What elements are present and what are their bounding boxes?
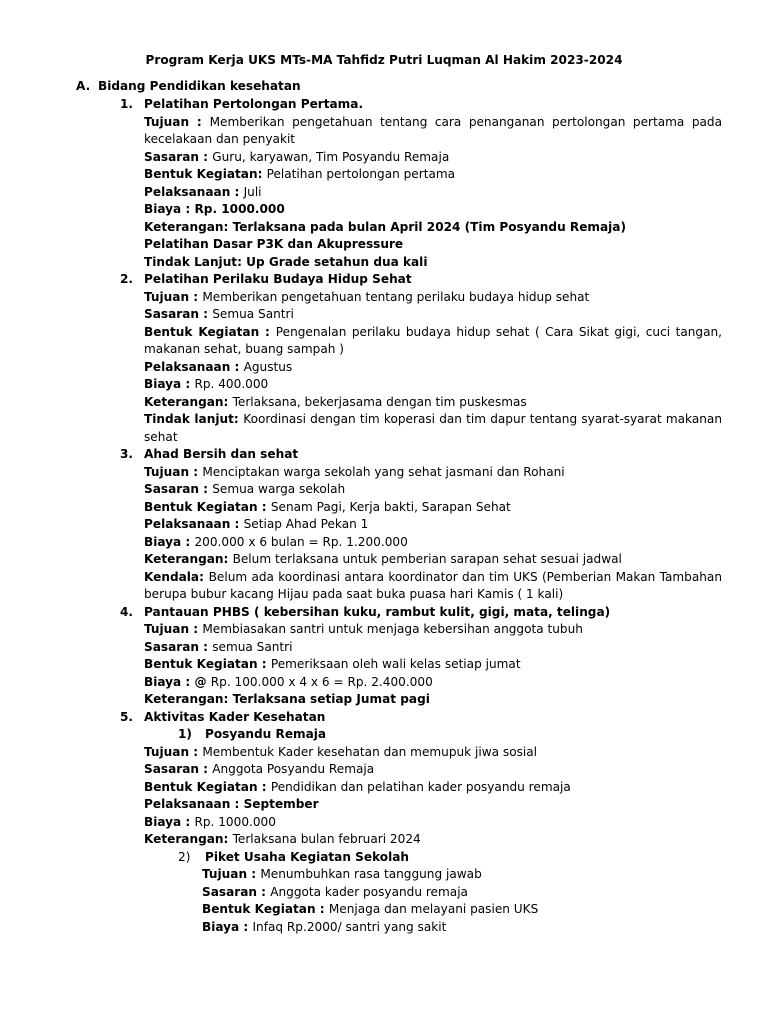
field-value: Pelatihan pertolongan pertama bbox=[266, 167, 456, 181]
field-value: Juli bbox=[243, 184, 262, 199]
field-value: Terlaksana pada bulan April 2024 (Tim Posyandu Remaja) bbox=[232, 219, 626, 234]
field-row bbox=[0, 691, 768, 709]
field-label: Biaya bbox=[144, 534, 182, 549]
field-value: Membiasakan santri untuk menjaga kebersihan anggota tubuh bbox=[202, 622, 583, 636]
field-separator: : bbox=[259, 324, 276, 339]
field-separator: : bbox=[181, 534, 195, 549]
document-title: Program Kerja UKS MTs-MA Tahfidz Putri Luqman Al Hakim 2023-2024 bbox=[145, 53, 623, 67]
field-row bbox=[0, 184, 768, 202]
field-value: Terlaksana bulan februari 2024 bbox=[232, 832, 421, 846]
field-label: Biaya bbox=[144, 202, 182, 216]
field-label: Sasaran bbox=[144, 482, 199, 496]
program-item-heading bbox=[0, 446, 768, 464]
field-value: Terlaksana, bekerjasama dengan tim puskesmas bbox=[232, 394, 527, 409]
field-label: Pelaksanaan bbox=[144, 517, 231, 531]
field-value: Setiap Ahad Pekan 1 bbox=[243, 517, 369, 531]
field-row bbox=[0, 674, 768, 692]
field-value: Membentuk Kader kesehatan dan memupuk jiwa sosial bbox=[202, 744, 538, 759]
field-value: Belum ada koordinasi antara koordinator dan tim UKS (Pemberian Makan Tambahan berupa bubur kacang Hijau pada saat buka puasa hari Kamis ( 1 kali) bbox=[144, 569, 722, 601]
field-label: Tujuan bbox=[202, 867, 248, 881]
field-separator: : bbox=[223, 832, 233, 846]
field-label: Biaya bbox=[202, 919, 240, 934]
program-item bbox=[0, 446, 768, 604]
sub-item-title: Posyandu Remaja bbox=[205, 727, 327, 741]
field-separator: : bbox=[189, 289, 203, 304]
sub-item-title: Piket Usaha Kegiatan Sekolah bbox=[205, 849, 410, 864]
field-value: Memberikan pengetahuan tentang cara penanganan pertolongan pertama pada kecelakaan dan penyakit bbox=[144, 114, 722, 146]
field-label: Biaya bbox=[144, 377, 182, 391]
item-number: 3. bbox=[120, 447, 134, 461]
field-value: semua Santri bbox=[212, 639, 293, 654]
field-label: Tujuan bbox=[144, 744, 190, 759]
field-label: Biaya bbox=[144, 674, 182, 689]
field-label: Tujuan bbox=[144, 622, 190, 636]
field-value: Agustus bbox=[243, 359, 293, 374]
program-item bbox=[0, 604, 768, 709]
sub-item-number: 2) bbox=[178, 849, 191, 864]
field-row bbox=[0, 464, 768, 482]
field-row bbox=[0, 411, 768, 446]
field-row bbox=[0, 376, 768, 394]
field-value: Belum terlaksana untuk pemberian sarapan sehat sesuai jadwal bbox=[232, 552, 622, 566]
field-value: Senam Pagi, Kerja bakti, Sarapan Sehat bbox=[270, 499, 511, 514]
item-title: Pantauan PHBS ( kebersihan kuku, rambut kulit, gigi, mata, telinga) bbox=[144, 604, 611, 619]
section-title: Bidang Pendidikan kesehatan bbox=[98, 79, 301, 93]
field-separator: : bbox=[189, 464, 203, 479]
field-row bbox=[0, 306, 768, 324]
field-separator: : bbox=[181, 814, 195, 829]
field-separator: : bbox=[198, 762, 213, 776]
field-separator: : bbox=[230, 359, 244, 374]
field-value: Anggota kader posyandu remaja bbox=[270, 884, 468, 899]
field-separator: : bbox=[181, 202, 195, 216]
field-label: Bentuk Kegiatan bbox=[144, 499, 258, 514]
field-value: Semua Santri bbox=[212, 307, 294, 321]
item-title: Ahad Bersih dan sehat bbox=[144, 447, 299, 461]
field-row bbox=[0, 761, 768, 779]
section-letter: A. bbox=[76, 79, 91, 93]
field-value: Anggota Posyandu Remaja bbox=[212, 762, 375, 776]
field-separator: : bbox=[257, 779, 271, 794]
field-value: Rp. 1000.000 bbox=[194, 202, 285, 216]
field-row bbox=[0, 569, 768, 604]
program-item-heading bbox=[0, 271, 768, 289]
field-separator: : bbox=[239, 919, 253, 934]
field-row bbox=[0, 831, 768, 849]
field-label: Keterangan bbox=[144, 832, 224, 846]
field-label: Tujuan bbox=[144, 464, 190, 479]
item-number: 2. bbox=[120, 272, 134, 286]
field-value: Pendidikan dan pelatihan kader posyandu remaja bbox=[270, 779, 571, 794]
field-label: Sasaran bbox=[144, 639, 199, 654]
field-value: September bbox=[243, 797, 319, 811]
field-value: Menciptakan warga sekolah yang sehat jasmani dan Rohani bbox=[202, 464, 565, 479]
field-value: Rp. 400.000 bbox=[194, 377, 269, 391]
field-row bbox=[0, 499, 768, 517]
field-separator: : bbox=[256, 884, 271, 899]
program-item bbox=[0, 271, 768, 446]
field-label: Keterangan bbox=[144, 219, 224, 234]
field-separator: : bbox=[230, 517, 244, 531]
item-title: Pelatihan Pertolongan Pertama. bbox=[144, 97, 364, 111]
field-row bbox=[0, 866, 768, 884]
field-separator: : bbox=[247, 867, 261, 881]
field-separator: : bbox=[198, 149, 213, 164]
field-value: Koordinasi dengan tim koperasi dan tim dapur tentang syarat-syarat makanan sehat bbox=[144, 412, 723, 444]
field-row bbox=[0, 656, 768, 674]
field-row bbox=[0, 201, 768, 219]
program-item-heading bbox=[0, 709, 768, 727]
field-value: Rp. 100.000 x 4 x 6 = Rp. 2.400.000 bbox=[210, 674, 433, 689]
field-row bbox=[0, 901, 768, 919]
field-value: Pengenalan perilaku budaya hidup sehat ( Cara Sikat gigi, cuci tangan, makanan sehat, buang sampah ) bbox=[144, 324, 722, 356]
field-row bbox=[0, 324, 768, 359]
field-label: Keterangan bbox=[144, 394, 224, 409]
field-separator: : bbox=[223, 219, 233, 234]
field-label: Sasaran bbox=[202, 884, 257, 899]
sub-item-heading bbox=[0, 849, 768, 867]
field-row bbox=[0, 236, 768, 254]
field-separator: : bbox=[189, 114, 210, 129]
field-label: Pelaksanaan bbox=[144, 797, 231, 811]
field-row bbox=[0, 359, 768, 377]
field-separator: : bbox=[315, 902, 329, 916]
field-label: Bentuk Kegiatan bbox=[144, 657, 258, 671]
field-separator: : bbox=[257, 167, 267, 181]
field-label: Bentuk Kegiatan bbox=[144, 324, 260, 339]
field-value: Infaq Rp.2000/ santri yang sakit bbox=[252, 919, 447, 934]
field-row bbox=[0, 639, 768, 657]
field-label: Keterangan bbox=[144, 692, 224, 706]
field-value: Terlaksana setiap Jumat pagi bbox=[232, 692, 430, 706]
field-label: Pelaksanaan bbox=[144, 359, 231, 374]
program-item bbox=[0, 709, 768, 937]
item-number: 5. bbox=[120, 709, 134, 724]
field-separator: : bbox=[181, 377, 195, 391]
field-row bbox=[0, 919, 768, 937]
field-value: Guru, karyawan, Tim Posyandu Remaja bbox=[212, 149, 450, 164]
field-separator: : bbox=[223, 394, 233, 409]
program-item bbox=[0, 96, 768, 271]
program-item-heading bbox=[0, 96, 768, 114]
field-row bbox=[0, 254, 768, 272]
field-row bbox=[0, 551, 768, 569]
field-separator: : bbox=[198, 482, 213, 496]
field-label: Tujuan bbox=[144, 289, 190, 304]
sub-item-heading bbox=[0, 726, 768, 744]
field-row bbox=[0, 219, 768, 237]
field-value: Up Grade setahun dua kali bbox=[246, 254, 428, 269]
field-row bbox=[0, 814, 768, 832]
field-label: Tindak Lanjut bbox=[144, 254, 238, 269]
field-value: Menumbuhkan rasa tanggung jawab bbox=[260, 867, 482, 881]
item-number: 4. bbox=[120, 604, 134, 619]
field-row bbox=[0, 289, 768, 307]
field-value: Rp. 1000.000 bbox=[194, 814, 276, 829]
field-label: Sasaran bbox=[144, 307, 199, 321]
field-label: Sasaran bbox=[144, 149, 199, 164]
field-separator: : bbox=[237, 254, 247, 269]
field-separator: : bbox=[223, 552, 233, 566]
field-row bbox=[0, 534, 768, 552]
field-separator: : bbox=[189, 744, 203, 759]
field-label: Bentuk Kegiatan bbox=[144, 779, 258, 794]
field-label: Tujuan bbox=[144, 114, 190, 129]
field-separator: : bbox=[189, 622, 203, 636]
sub-item-number: 1) bbox=[178, 727, 192, 741]
section-heading bbox=[76, 78, 301, 96]
field-row bbox=[0, 779, 768, 797]
field-value: Pemeriksaan oleh wali kelas setiap jumat bbox=[270, 657, 521, 671]
field-separator: : bbox=[198, 639, 213, 654]
field-label: Bentuk Kegiatan bbox=[202, 902, 316, 916]
field-label: Tindak lanjut bbox=[144, 412, 234, 426]
field-separator: : bbox=[257, 499, 271, 514]
field-label: Kendala bbox=[144, 569, 200, 584]
field-row bbox=[0, 149, 768, 167]
program-item-heading bbox=[0, 604, 768, 622]
field-separator: : bbox=[230, 797, 244, 811]
field-separator: : @ bbox=[181, 674, 211, 689]
field-row bbox=[0, 394, 768, 412]
field-value: Menjaga dan melayani pasien UKS bbox=[328, 902, 539, 916]
field-label: Bentuk Kegiatan bbox=[144, 167, 258, 181]
field-label: Keterangan bbox=[144, 552, 224, 566]
field-row bbox=[0, 114, 768, 149]
field-separator: : bbox=[230, 184, 244, 199]
field-value: Memberikan pengetahuan tentang perilaku budaya hidup sehat bbox=[202, 289, 590, 304]
field-separator: : bbox=[233, 412, 244, 426]
field-row bbox=[0, 884, 768, 902]
field-separator: : bbox=[257, 657, 271, 671]
item-number: 1. bbox=[120, 97, 134, 111]
field-row bbox=[0, 516, 768, 534]
field-value: Pelatihan Dasar P3K dan Akupressure bbox=[144, 237, 404, 251]
field-value: 200.000 x 6 bulan = Rp. 1.200.000 bbox=[194, 534, 408, 549]
program-list bbox=[0, 96, 768, 936]
field-label: Pelaksanaan bbox=[144, 184, 231, 199]
field-label: Biaya bbox=[144, 814, 182, 829]
field-row bbox=[0, 481, 768, 499]
item-title: Aktivitas Kader Kesehatan bbox=[144, 709, 326, 724]
field-separator: : bbox=[198, 307, 213, 321]
field-separator: : bbox=[199, 569, 209, 584]
field-label: Sasaran bbox=[144, 762, 199, 776]
item-title: Pelatihan Perilaku Budaya Hidup Sehat bbox=[144, 272, 412, 286]
field-row bbox=[0, 166, 768, 184]
field-row bbox=[0, 744, 768, 762]
field-row bbox=[0, 621, 768, 639]
field-separator: : bbox=[223, 692, 233, 706]
field-value: Semua warga sekolah bbox=[212, 482, 346, 496]
field-row bbox=[0, 796, 768, 814]
